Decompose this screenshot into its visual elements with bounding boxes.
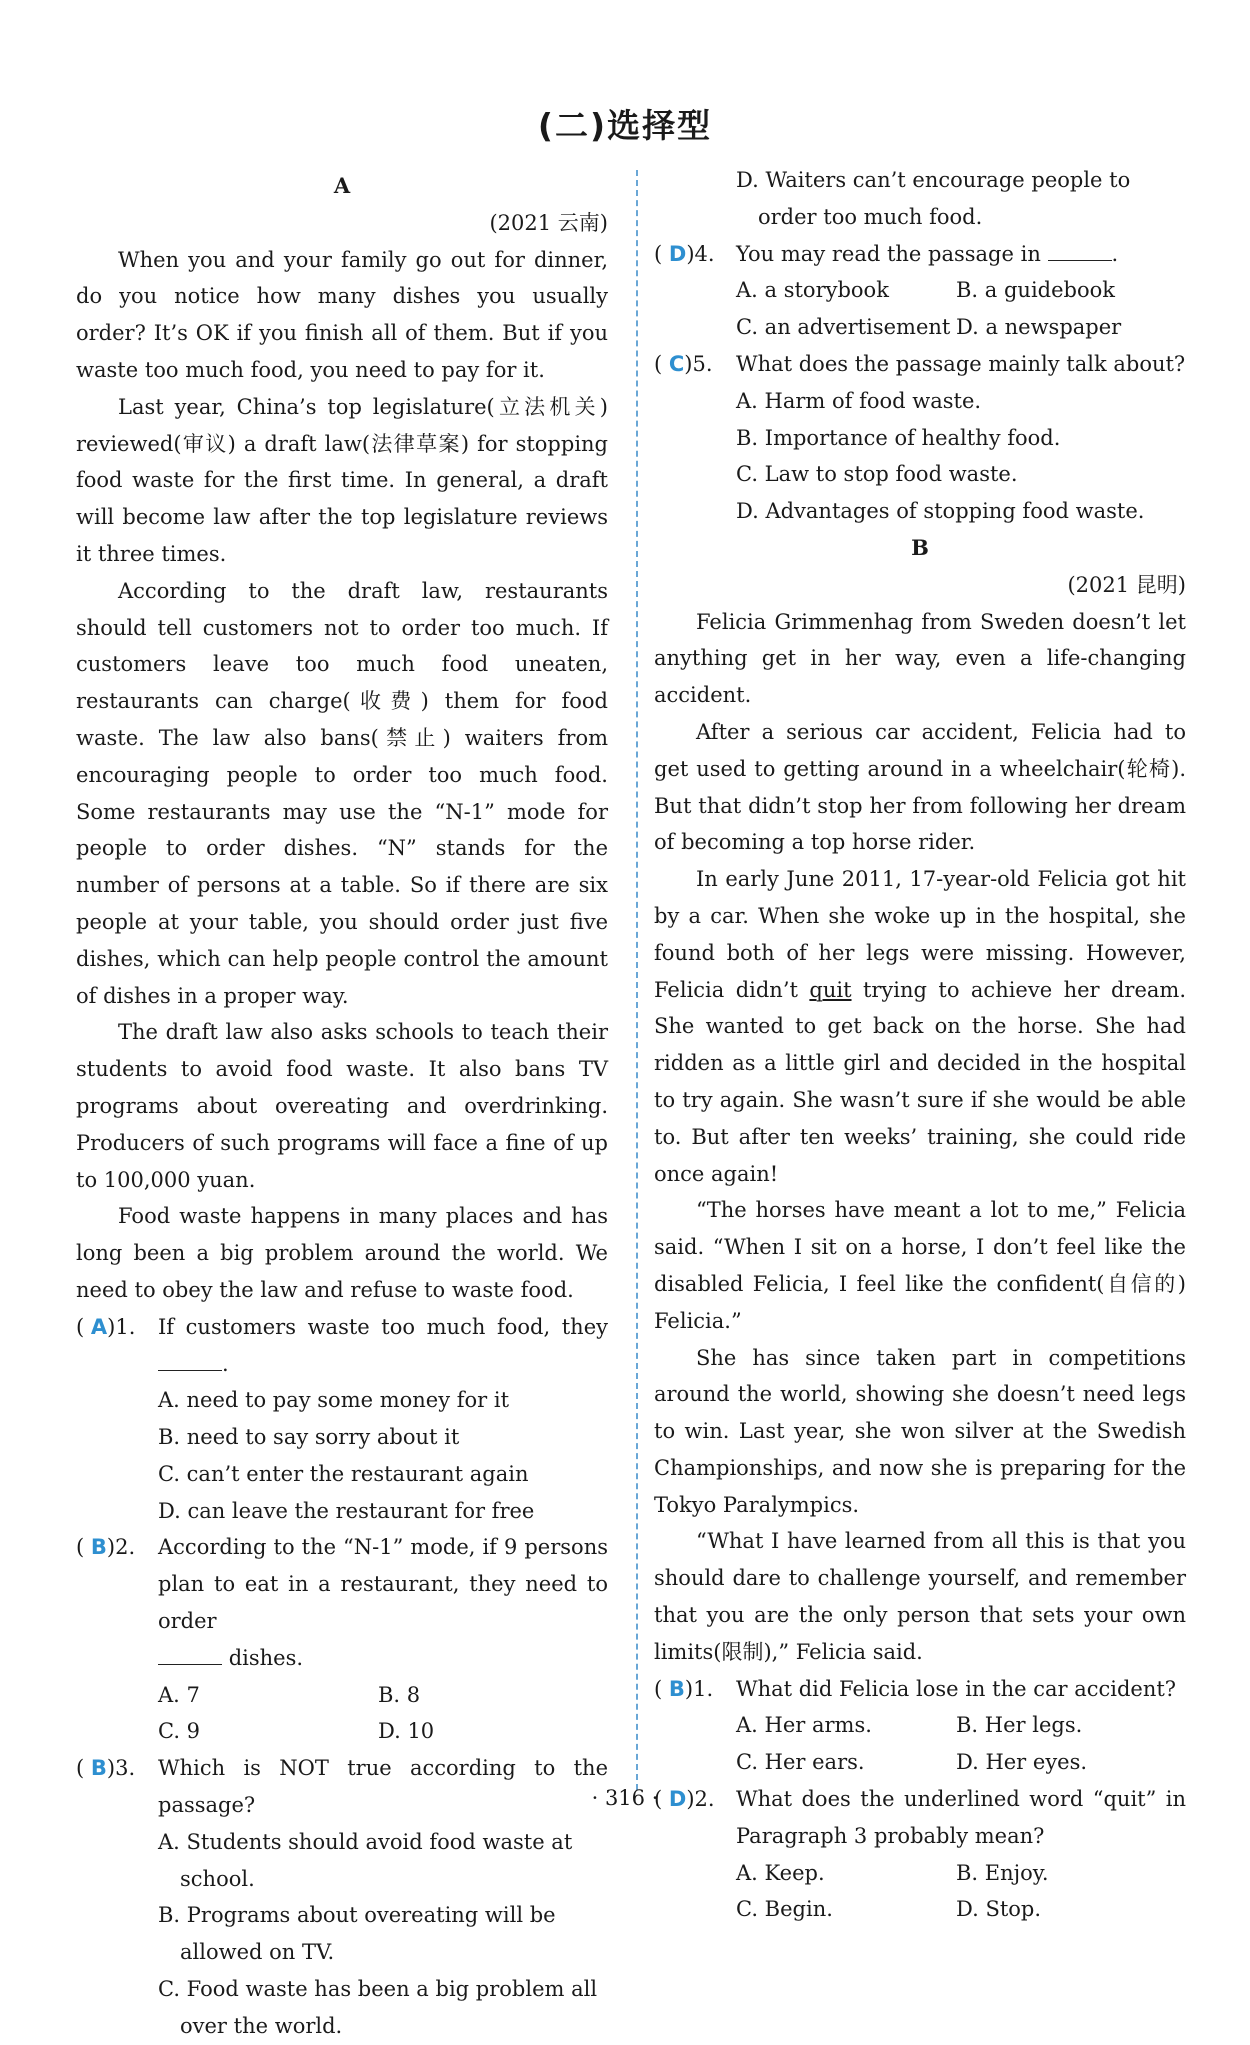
page-number: · 316 · bbox=[591, 1786, 659, 1810]
option: D. can leave the restaurant for free bbox=[158, 1498, 535, 1523]
answer-a5: C bbox=[668, 351, 685, 376]
section-a-label: A bbox=[333, 173, 351, 198]
option: B. 8 bbox=[378, 1682, 421, 1707]
option: D. Advantages of stopping food waste. bbox=[736, 499, 1145, 524]
paragraph: In early June 2011, 17-year-old Felicia got hit by a car. When she woke up in the hospital, she found both of her legs were missing. However, Felicia didn’t quit trying to achieve her dream. She wanted to get back on the horse. She had ridden as a little girl and decided in the hospital to try again. She wasn’t sure if she would be able to. But after ten weeks’ training, she could ride once again! bbox=[654, 867, 1187, 1186]
question-b2: ( D)2. What does the underlined word “quit” in Paragraph 3 probably mean? bbox=[654, 1781, 1186, 1855]
question-b1: ( B)1. What did Felicia lose in the car accident? bbox=[654, 1671, 1186, 1708]
paragraph: Felicia Grimmenhag from Sweden doesn’t let anything get in her way, even a life-changing accident. bbox=[654, 609, 1186, 708]
option: B. Programs about overeating will be allowed on TV. bbox=[158, 1903, 556, 1965]
option: C. Law to stop food waste. bbox=[736, 462, 1018, 487]
question-a5: ( C)5. What does the passage mainly talk about? bbox=[654, 346, 1186, 383]
option: A. need to pay some money for it bbox=[158, 1388, 510, 1413]
paragraph: Last year, China’s top legislature(立法机关) reviewed(审议) a draft law(法律草案) for stopping food waste for the first time. In general, a draft will become law after the top legislature reviews it three times. bbox=[76, 394, 608, 566]
option: A. Students should avoid food waste at school. bbox=[158, 1829, 573, 1891]
option: A. 7 bbox=[158, 1682, 200, 1707]
question-a3: ( B)3. Which is NOT true according to the passage? bbox=[76, 1750, 608, 1824]
page-title: (二)选择型 bbox=[537, 106, 713, 145]
paragraph: “What I have learned from all this is that you should dare to challenge yourself, and remember that you are the only person that sets your own limits(限制),” Felicia said. bbox=[654, 1529, 1186, 1664]
answer-a1: A bbox=[90, 1314, 108, 1339]
answer-a3: B bbox=[90, 1756, 107, 1781]
question-text: You may read the passage in bbox=[736, 241, 1041, 266]
option: A. Keep. bbox=[736, 1860, 825, 1885]
question-text: Which is NOT true according to the passage? bbox=[158, 1756, 608, 1818]
option: D. Stop. bbox=[956, 1897, 1042, 1922]
option: D. Her eyes. bbox=[956, 1750, 1088, 1775]
question-text: What does the underlined word “quit” in Paragraph 3 probably mean? bbox=[736, 1787, 1186, 1848]
option-row bbox=[654, 1891, 1186, 1928]
option-row bbox=[654, 1707, 1186, 1744]
question-a2: ( B)2. According to the “N-1” mode, if 9 persons plan to eat in a restaurant, they need to order dishes. bbox=[76, 1535, 608, 1670]
option-row bbox=[654, 272, 1186, 309]
option: B. Enjoy. bbox=[956, 1860, 1049, 1885]
option: A. a storybook bbox=[736, 278, 889, 303]
section-a-source: (2021 云南) bbox=[489, 210, 608, 235]
question-a4: ( D)4. You may read the passage in . bbox=[654, 236, 1186, 273]
paragraph: According to the draft law, restaurants should tell customers not to order too much. If customers leave too much food uneaten, restaurants can charge(收费) them for food waste. The law also bans(禁止) waiters from encouraging people to order too much food. Some restaurants may use the “N-1” mode for people to order dishes. “N” stands for the number of persons at a table. So if there are six people at your table, you should order just five dishes, which can help people control the amount of dishes in a proper way. bbox=[76, 578, 608, 1008]
answer-a4: D bbox=[668, 241, 687, 266]
option-row bbox=[654, 309, 1186, 346]
option-row bbox=[76, 1677, 608, 1714]
paragraph: When you and your family go out for dinner, do you notice how many dishes you usually order? It’s OK if you finish all of them. But if you waste too much food, you need to pay for it. bbox=[76, 247, 608, 382]
option: C. 9 bbox=[158, 1719, 201, 1744]
option: B. need to say sorry about it bbox=[158, 1425, 460, 1450]
paragraph: After a serious car accident, Felicia had to get used to getting around in a wheelchair(轮椅). But that didn’t stop her from following her dream of becoming a top horse rider. bbox=[654, 719, 1186, 855]
option: B. Her legs. bbox=[956, 1713, 1083, 1738]
question-text: What does the passage mainly talk about? bbox=[736, 351, 1186, 376]
option: C. an advertisement bbox=[736, 315, 951, 340]
question-text: What did Felicia lose in the car accident? bbox=[736, 1676, 1177, 1701]
paragraph: Food waste happens in many places and has long been a big problem around the world. We need to obey the law and refuse to waste food. bbox=[76, 1204, 608, 1302]
question-text: If customers waste too much food, they bbox=[158, 1314, 608, 1339]
option: B. a guidebook bbox=[956, 278, 1115, 303]
option: D. Waiters can’t encourage people to order too much food. bbox=[736, 168, 1131, 229]
option: C. Food waste has been a big problem all over the world. bbox=[158, 1977, 598, 2038]
option: C. Begin. bbox=[736, 1897, 833, 1922]
option-row bbox=[654, 1855, 1186, 1892]
option: A. Harm of food waste. bbox=[736, 388, 982, 413]
option: A. Her arms. bbox=[736, 1713, 872, 1738]
answer-b1: B bbox=[668, 1676, 685, 1701]
answer-b2: D bbox=[668, 1787, 687, 1812]
section-b-label: B bbox=[911, 534, 929, 560]
option-row bbox=[654, 1744, 1186, 1781]
right-column bbox=[654, 162, 1186, 1928]
option: C. Her ears. bbox=[736, 1750, 865, 1775]
paragraph: The draft law also asks schools to teach their students to avoid food waste. It also bans TV programs about overeating and overdrinking. Producers of such programs will face a fine of up to 100,000 yuan. bbox=[76, 1020, 608, 1192]
section-b-source: (2021 昆明) bbox=[1067, 572, 1186, 597]
left-column bbox=[76, 168, 608, 2045]
paragraph: “The horses have meant a lot to me,” Felicia said. “When I sit on a horse, I don’t feel like the disabled Felicia, I feel like the confident(自信的) Felicia.” bbox=[654, 1198, 1186, 1333]
option: D. 10 bbox=[378, 1719, 435, 1744]
answer-a2: B bbox=[90, 1535, 107, 1560]
option: C. can’t enter the restaurant again bbox=[158, 1461, 529, 1486]
answer-blank bbox=[158, 1348, 222, 1371]
question-text: According to the “N-1” mode, if 9 persons plan to eat in a restaurant, they need to order bbox=[158, 1535, 608, 1634]
answer-blank bbox=[1048, 238, 1112, 261]
column-divider bbox=[636, 170, 638, 1790]
option: D. a newspaper bbox=[956, 315, 1122, 340]
question-a1: ( A)1. If customers waste too much food, they . bbox=[76, 1314, 608, 1376]
option-row bbox=[76, 1713, 608, 1750]
answer-blank bbox=[158, 1642, 222, 1665]
paragraph: She has since taken part in competitions around the world, showing she doesn’t need legs to win. Last year, she won silver at the Swedish Championships, and now she is preparing for the Tokyo Paralympics. bbox=[654, 1345, 1186, 1517]
underlined-word: quit bbox=[809, 977, 852, 1002]
option: B. Importance of healthy food. bbox=[736, 425, 1061, 450]
